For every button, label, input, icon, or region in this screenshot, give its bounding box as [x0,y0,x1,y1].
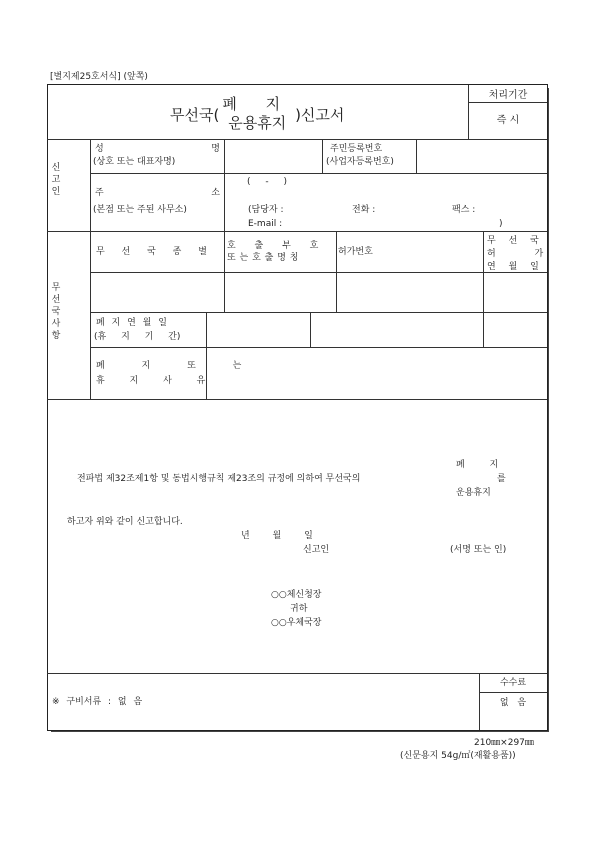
declaration-option-closure: 폐 지 [456,460,499,470]
phone-label: 전화 : [352,205,376,215]
permit-number-label: 허가번호 [338,247,373,257]
closure-date-label: 폐 지 연 월 일 [96,318,167,328]
close-paren: ) [499,219,503,229]
reporter-section-label: 신고인 [51,163,61,197]
divider [90,139,91,399]
recipient-honorific: 귀하 [290,604,308,614]
declaration-particle: 를 [497,474,506,484]
fee-value: 없 음 [499,698,527,708]
phone-field[interactable] [385,204,445,217]
registration-number-label: 주민등록번호 [330,144,383,154]
declaration-text: 전파법 제32조제1항 및 동법시행규칙 제23조의 규정에 의하여 무선국의 [77,474,361,484]
report-date: 년 월 일 [241,531,313,541]
station-type-field[interactable] [91,273,223,311]
declaration-option-suspension: 운용휴지 [456,488,491,498]
title-option-suspension: 운용휴지 [228,114,287,132]
closure-date-field[interactable] [207,313,309,346]
divider [468,102,547,103]
name-label-text: 성 명 [95,144,220,154]
closure-reason-field[interactable] [207,348,546,398]
recipient-postoffice: ○○우체국장 [271,618,322,628]
address-label-text: 주 소 [95,188,220,198]
form-title [170,92,344,136]
name-field[interactable] [225,140,321,172]
permit-date-field[interactable] [484,273,546,311]
address-field[interactable] [225,174,546,196]
closure-date-label-sub: (휴 지 기 간) [94,332,181,342]
callsign-field[interactable] [225,273,335,311]
station-type-label [96,247,221,258]
signature-note: (서명 또는 인) [450,545,507,555]
closure-period-field[interactable] [311,313,482,346]
closure-reason-label: 폐 지 또 는 [96,361,242,371]
address-phone-paren: ( - ) [247,177,287,187]
registration-number-field[interactable] [417,140,546,172]
title-option-closure: 폐 지 [222,95,293,113]
required-documents: ※ 구비서류 : 없 음 [52,697,143,707]
callsign-label: 호 출 부 호 [227,241,319,251]
callsign-label-sub: 또 는 호 출 명 칭 [227,253,299,263]
processing-period-label: 처리기간 [488,90,528,101]
title-suffix: )신고서 [295,105,345,124]
registration-number-label-sub: (사업자등록번호) [326,157,394,167]
station-type-label-text: 무 선 국 종 별 [96,247,207,257]
paper-spec: (신문용지 54g/㎡(재활용품)) [400,751,516,761]
processing-period-value: 즉 시 [496,115,520,126]
address-label [95,188,220,199]
form-number: [별지제25호서식] (앞쪽) [50,72,148,82]
permit-date-label-top: 무 선 국 [487,236,539,246]
divider [47,673,547,674]
signer-label: 신고인 [303,545,330,555]
divider [322,139,323,173]
fax-label: 팩스 : [452,205,476,215]
name-label [95,144,220,155]
contact-person-field[interactable] [300,204,346,217]
station-section-label: 무선국사항 [51,283,61,341]
paper-size: 210㎜×297㎜ [474,738,534,748]
permit-date-label-bottom: 연 월 일 [487,262,539,272]
fee-label: 수수료 [499,678,527,688]
title-prefix: 무선국( [170,105,220,124]
permit-date-label-mid: 허 가 [487,249,544,259]
declaration-text-2: 하고자 위와 같이 신고합니다. [67,517,183,527]
divider [47,231,547,232]
email-field[interactable] [300,218,490,231]
divider [479,692,547,693]
recipient-regional: ○○체신청장 [271,590,322,600]
closure-reason-label-sub: 휴 지 사 유 [96,376,206,386]
signer-field[interactable] [330,543,440,557]
address-label-sub: (본점 또는 주된 사무소) [93,205,187,215]
divider [47,399,547,400]
name-label-sub: (상호 또는 대표자명) [93,157,176,167]
email-label: E-mail : [248,219,283,229]
permit-number-field[interactable] [337,273,482,311]
contact-person-label: (담당자 : [248,205,284,215]
fax-field[interactable] [485,204,540,217]
divider [468,85,469,139]
